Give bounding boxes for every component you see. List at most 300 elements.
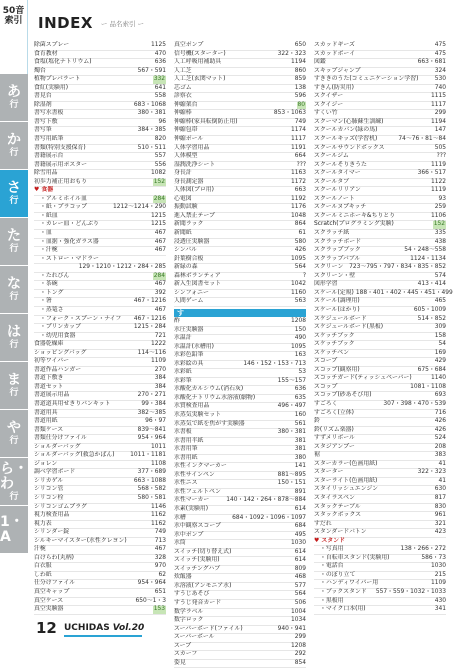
index-entry [34,375,166,384]
entry-page: 1162 [151,512,166,519]
entry-name: 視力検査用品 [34,512,70,519]
entry-name: ・紙・プラコップ [40,204,88,211]
entry-page: 1034 [291,617,306,624]
entry-name: 書見台 [34,93,52,100]
index-entry [34,298,166,307]
entry-page: 146・152・153・713 [243,360,306,367]
entry-page: 650 [294,42,306,48]
entry-page: 630 [434,486,446,493]
entry-page: 61 [298,230,306,237]
entry-page: 574 [434,272,446,279]
tab-1-a[interactable]: 1・A [0,506,28,554]
index-entry [314,427,446,436]
entry-name: 水中ポンプ [174,531,204,538]
entry-page: 392 [154,289,166,296]
entry-name: ・電話台 [320,563,344,570]
entry-page: 438 [434,238,446,245]
index-entry [314,435,446,444]
index-entry [174,68,306,77]
entry-name: ♥ スタンド [314,537,345,544]
entry-name: ・のぼり立て [320,571,356,578]
index-entry [174,239,306,248]
entry-name: 水温計(水槽用) [174,343,214,350]
entry-name: 食紅(実験用) [34,84,69,91]
entry-page: 380・381 [137,110,166,117]
entry-page: 716 [434,409,446,416]
entry-name: 水書用筆 [174,446,198,453]
entry-name: ショルダーバッグ(救急かばん) [34,452,115,459]
entry-name: 書道作品ハンガー [34,366,82,373]
index-entry [314,418,446,427]
index-entry [314,153,446,162]
index-entry [34,504,166,513]
entry-name: 伸縮ポール [174,136,204,143]
entry-name: スケール(調理用) [314,298,360,305]
entry-name: スタイラスペン [314,494,355,501]
entry-name: 真空ポンプ [174,42,204,48]
page-footer [0,613,455,644]
entry-name: スクリーン・壁 [314,272,356,279]
entry-name: ・自転車スタンド(実験用) [320,554,390,561]
entry-page: 556 [154,161,166,168]
entry-name: すききのうた(コミュニケーション学習) [314,76,419,83]
entry-page: 413・414 [417,281,446,288]
index-entry [174,327,306,336]
index-entry [314,256,446,265]
entry-page: 614 [294,557,306,564]
entry-name: スタンダードバトン [314,529,367,536]
entry-name: スタイリッシュエンジン [314,486,379,493]
tab-ma[interactable]: ま 行 [0,362,28,410]
entry-page: 1215・284 [133,324,166,331]
entry-page: 380 [294,454,306,461]
index-entry [174,221,306,230]
index-entry [314,230,446,239]
volume-label: Vol.20 [112,623,145,633]
index-entry [174,455,306,464]
entry-page: 270・271 [137,392,166,399]
entry-name: 身長計 [174,170,192,177]
entry-page: 1163 [291,170,306,177]
entry-name: 水性サインペン [174,471,215,478]
index-entry [314,145,446,154]
entry-page: 1146 [151,503,166,510]
index-entry [34,392,166,401]
entry-page: 954・964 [137,580,166,587]
index-entry [314,221,446,230]
index-entry [34,555,166,564]
entry-name: ・トング [40,289,64,296]
entry-page: 1174 [291,127,306,134]
index-entry [174,506,306,515]
entry-name: スターカラー(色画用紙) [314,460,378,467]
index-entry [174,93,306,102]
entry-name: スクイザー [314,93,344,100]
entry-page: 321 [434,520,446,527]
tab-ta[interactable]: た 行 [0,218,28,266]
index-entry [34,93,166,102]
index-entry [34,495,166,504]
entry-name: 書写用紙筆 [34,136,64,143]
index-entry [174,463,306,472]
entry-page: 1106 [431,212,446,219]
index-entry [174,204,306,213]
index-entry [174,549,306,558]
entry-page: 328 [154,554,166,561]
entry-page: 1194 [431,118,446,125]
index-entry [174,412,306,421]
index-entry [174,59,306,68]
entry-page: 749 [154,529,166,536]
entry-page: 636 [154,59,166,66]
entry-name: 湿潤洗浄シート [174,161,216,168]
entry-name: 水彩色鉛筆 [174,352,204,359]
entry-page: 1095 [291,255,306,262]
entry-page: 324 [434,67,446,74]
entry-name: 書類ケース [34,426,64,433]
index-entry [174,480,306,489]
entry-name: スケッチブック [314,341,355,348]
entry-name: シリンダー錠 [34,529,70,536]
index-entry [34,521,166,530]
entry-name: ・マイク口本(用) [320,606,366,613]
index-section-bar: す [174,309,306,317]
entry-name: 図鑑 [314,59,326,66]
entry-page: 809 [294,565,306,572]
entry-page: 62 [158,571,166,578]
entry-page: 614 [294,505,306,512]
entry-page: 188・401・402・445・451・499 [355,289,453,296]
entry-name: 身長測定器 [174,178,204,185]
index-entry [34,179,166,188]
entry-page: 1191 [291,144,306,151]
entry-page: 430 [434,597,446,604]
entry-name: シリカゲル [34,477,64,484]
tab-a[interactable]: あ 行 [0,74,28,122]
entry-name: スケール(定規) [314,289,354,296]
page-subtitle: ー 品名索引 ー [100,19,145,28]
entry-page: 970 [154,563,166,570]
entry-page: 820 [154,136,166,143]
entry-name: 新聞紙 [174,230,192,237]
entry-name: 水性マーカー [174,497,210,504]
index-entry [174,515,306,524]
index-entry [174,298,306,307]
entry-page: 1117 [431,101,446,108]
entry-name: 書類仕分けファイル [34,435,87,442]
index-entry [174,170,306,179]
index-entry [34,145,166,154]
entry-name: スイッチ(切り替え式) [174,548,232,555]
entry-page: 713 [154,537,166,544]
entry-name: 新緑の森 [174,264,198,271]
entry-name: スクールサウンドボックス [314,144,385,151]
entry-name: Scratch(プログラミング実験) [314,221,394,228]
entry-name: ・皿据・強化ガラス器 [40,238,99,245]
entry-page: 381 [294,446,306,453]
entry-page: 163 [294,352,306,359]
entry-page: 1011 [151,443,166,450]
entry-name: 水彩絵の具 [174,360,204,367]
index-entry [314,333,446,342]
entry-page: 1208 [291,317,306,324]
entry-name: ショッピングバッグ [34,349,87,356]
tab-ha[interactable]: は 行 [0,314,28,362]
index-entry [174,127,306,136]
entry-page: 467 [154,281,166,288]
entry-page: 635 [294,394,306,401]
index-entry [314,136,446,145]
index-entry [314,85,446,94]
index-entry [174,145,306,154]
entry-name: スイッチ(実験用) [174,557,220,564]
index-entry [174,557,306,566]
entry-name: 鈴(リズム楽器) [314,426,354,433]
entry-page: 940・941 [277,625,306,632]
entry-name: スタックテーブル [314,503,361,510]
entry-name: 芯ゴム [174,84,192,91]
entry-page: 153 [153,606,165,613]
entry-name: 診察衣 [174,93,192,100]
entry-name: 人体図(プロ用) [174,187,214,194]
entry-page: ??? [296,161,306,168]
index-entry [34,247,166,256]
index-entry [314,486,446,495]
entry-name: スクーマン(心肺蘇生訓練) [314,118,384,125]
entry-page: 510・511 [137,144,166,151]
index-entry [34,316,166,325]
entry-page: 150・151 [277,480,306,487]
index-entry [174,352,306,361]
entry-page: 1176 [291,204,306,211]
entry-page: 307・398・470・539 [383,400,446,407]
entry-page: 663 [294,187,306,194]
entry-name: 人工芝 [174,67,192,74]
index-entry [314,76,446,85]
entry-page: 641 [154,84,166,91]
page-title: INDEX [38,14,93,32]
entry-page: 74〜76・81〜84 [398,136,446,143]
entry-name: 書籍展示台 [34,153,64,160]
index-entry [34,410,166,419]
entry-name: 新聞ラック [174,221,204,228]
entry-name: 書籍展示用ポスター [34,161,88,168]
index-entry [34,589,166,598]
index-entry [174,256,306,265]
entry-name: 水酸化カルシウム(消石灰) [174,386,244,393]
index-entry [174,369,306,378]
entry-page: 426 [294,247,306,254]
entry-page: 650〜1・3 [135,597,166,604]
index-entry [34,290,166,299]
entry-name: シリコン管 [34,486,64,493]
index-entry [314,512,446,521]
entry-name: スケジュールボード(黒板) [314,324,384,331]
entry-page: 152 [153,178,165,185]
index-entry [174,523,306,532]
entry-page: 138・266・272 [400,546,446,553]
entry-page: 663・681 [417,59,446,66]
entry-name: ・ブックスタンド [320,589,367,595]
entry-page: 150 [294,326,306,333]
entry-name: スクラップブック [314,247,361,254]
entry-page: 426 [434,418,446,425]
entry-page: 490 [294,335,306,342]
entry-page: 158 [434,332,446,339]
index-entry [34,435,166,444]
entry-page: 152 [433,221,445,228]
entry-name: スクールタブ [314,178,349,185]
entry-name: 食器乾燥庫 [34,341,64,348]
entry-name: スキップジャンプ [314,67,361,74]
tab-na[interactable]: な 行 [0,266,28,314]
entry-name: スクールジム [314,153,349,160]
entry-name: すずメリボール [314,435,355,442]
index-entry [34,512,166,521]
entry-page: 1192 [291,195,306,202]
entry-page: 1108 [151,460,166,467]
entry-name: スイッチングハブ [174,565,221,572]
entry-page: 54・248〜558 [404,247,446,254]
entry-name: スクイジー [314,101,344,108]
index-entry [174,600,306,609]
entry-name: 書写筆 [34,127,52,134]
tab-ka[interactable]: か 行 [0,122,28,170]
entry-page: 881〜895 [277,471,306,478]
entry-name: スカーフ [174,651,198,658]
entry-name: 水性ニス [174,480,198,487]
entry-page: 467・1216 [133,298,166,305]
index-entry [314,316,446,325]
entry-page: 366・517 [417,170,446,177]
entry-page: 496・497 [277,403,306,410]
entry-page: 684 [294,523,306,530]
entry-page: 322・323 [277,50,306,57]
entry-page: 160 [294,411,306,418]
index-entry [34,452,166,461]
entry-page: 1117 [291,136,306,143]
entry-name: 姿見 [174,659,186,666]
entry-page: 475 [434,50,446,57]
page-header [38,12,144,34]
entry-name: スターライト(色画用紙) [314,477,378,484]
entry-page: 580 [294,238,306,245]
entry-page: 1011・1181 [130,452,166,459]
entry-page: 467・1216 [133,315,166,322]
entry-name: 新入生図書セット [174,281,222,288]
entry-page: 524 [434,435,446,442]
entry-page: 577 [294,582,306,589]
index-entry [34,221,166,230]
index-entry [174,179,306,188]
entry-page: 614 [294,548,306,555]
entry-page: 568・582 [137,486,166,493]
entry-name: スクールノート [314,195,355,202]
entry-page: 1124・1134 [410,255,446,262]
index-entry [314,239,446,248]
index-entry [314,110,446,119]
entry-name: 信号機(スターター) [174,50,226,57]
entry-name: 水彩紙 [174,369,192,376]
entry-page: 664 [294,153,306,160]
entry-page: 740 [434,84,446,91]
index-entry [34,127,166,136]
index-entry [174,386,306,395]
entry-page: 381 [294,437,306,444]
tab-ra-wa[interactable]: ら・わ 行 [0,458,28,506]
entry-page: 839〜841 [137,426,166,433]
entry-page: 1160 [291,289,306,296]
entry-name: ・たれびん [40,272,70,279]
entry-name: 除雪用品 [34,170,58,177]
entry-name: スケジュールボード [314,315,367,322]
entry-page: 1215 [151,221,166,228]
entry-page: 470 [154,50,166,57]
entry-name: ・幼児用食器 [40,332,76,339]
index-entry [34,307,166,316]
entry-name: 書道セット [34,383,64,390]
index-entry [34,42,166,51]
entry-page: 864 [294,221,306,228]
entry-page: 299 [434,110,446,117]
index-entry [314,469,446,478]
index-entry [34,538,166,547]
entry-name: スクールヌプキッチ [314,204,367,211]
tab-ya[interactable]: や 行 [0,410,28,458]
index-entry [174,361,306,370]
entry-name: ・プリンカップ [40,324,81,331]
entry-name: 伸縮架台 [174,101,198,108]
index-entry [34,469,166,478]
entry-name: ・写真用 [320,546,344,553]
entry-name: 水素(実験用) [174,505,209,512]
index-entry [314,179,446,188]
entry-page: 563 [294,298,306,305]
entry-name: ショルダーバッグ [34,443,81,450]
entry-name: ・箸 [40,298,52,305]
index-entry [314,42,446,51]
index-entry [174,318,306,327]
entry-name: スタジアンプー [314,443,355,450]
entry-page: 1109 [431,580,446,587]
entry-name: 白衣服 [34,563,52,570]
entry-page: 530 [434,76,446,83]
index-entry [314,187,446,196]
entry-page: 891 [294,488,306,495]
entry-page: 468 [294,574,306,581]
entry-name: 人体学習用品 [174,144,210,151]
entry-name: スケッチペン [314,349,350,356]
entry-page: 580・581 [137,494,166,501]
tab-sa[interactable]: さ 行 [0,170,28,218]
index-entry [174,230,306,239]
index-entry [314,598,446,607]
entry-name: スーパーボード(ファイル) [174,625,243,632]
entry-page: 383 [434,452,446,459]
entry-page: 138 [294,84,306,91]
index-entry [174,136,306,145]
entry-page: 1215 [151,212,166,219]
entry-page: 605・1009 [413,306,446,313]
entry-name: ・茶碗 [40,281,58,288]
entry-page: 384・385 [137,127,166,134]
entry-name: シリコンゴムプラグ [34,503,87,510]
entry-page: 859 [294,76,306,83]
index-entry [314,162,446,171]
entry-page: 429 [434,358,446,365]
entry-name: シリコン栓 [34,494,64,501]
entry-name: 人間ゲーム [174,298,204,305]
